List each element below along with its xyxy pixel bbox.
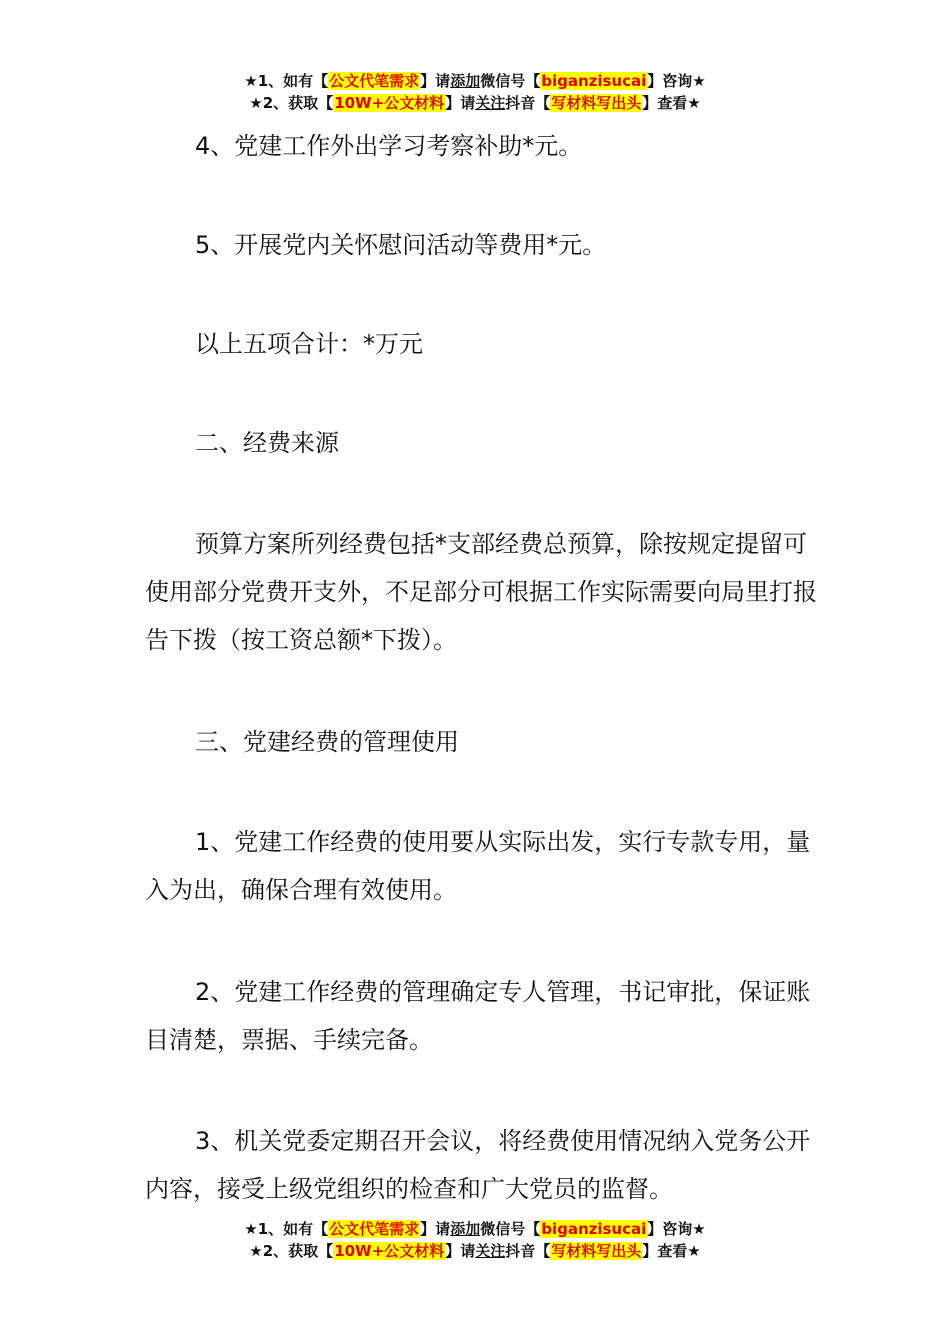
banner-underlined: 添加	[450, 72, 481, 90]
banner-text: 微信号【	[480, 72, 541, 90]
banner-line-2	[0, 92, 950, 114]
paragraph-text: 1、党建工作经费的使用要从实际出发，实行专款专用，量入为出，确保合理有效使用。	[145, 828, 811, 904]
banner-highlight-douyin: 写材料写出头	[551, 1242, 642, 1260]
header-banner	[0, 70, 950, 114]
banner-text: 抖音【	[505, 94, 551, 112]
banner-text: ★2、获取【	[249, 1242, 334, 1260]
paragraph-text: 3、机关党委定期召开会议，将经费使用情况纳入党务公开内容，接受上级党组织的检查和广大党员的监督。	[145, 1127, 811, 1203]
banner-underlined: 添加	[450, 1220, 481, 1238]
section-heading-3	[145, 718, 825, 766]
banner-highlight: 10W+公文材料	[334, 1242, 445, 1260]
banner-text: 】请	[445, 94, 476, 112]
banner-line-2	[0, 1240, 950, 1262]
banner-underlined: 关注	[475, 1242, 506, 1260]
paragraph-item-5	[145, 221, 825, 269]
heading-text: 二、经费来源	[195, 429, 339, 457]
paragraph-total	[145, 320, 825, 368]
paragraph-text: 2、党建工作经费的管理确定专人管理，书记审批，保证账目清楚，票据、手续完备。	[145, 978, 811, 1054]
banner-highlight-douyin: 写材料写出头	[551, 94, 642, 112]
banner-text: ★2、获取【	[249, 94, 334, 112]
banner-text: 】咨询★	[647, 72, 706, 90]
banner-line-1	[0, 70, 950, 92]
banner-highlight: 10W+公文材料	[334, 94, 445, 112]
paragraph-item-4	[145, 122, 825, 170]
banner-highlight-wechat: biganzisucai	[541, 1220, 647, 1238]
banner-text: 】查看★	[642, 1242, 701, 1260]
banner-text: 抖音【	[505, 1242, 551, 1260]
paragraph-text: 预算方案所列经费包括*支部经费总预算，除按规定提留可使用部分党费开支外，不足部分可根据工作实际需要向局里打报告下拨（按工资总额*下拨）。	[145, 530, 817, 654]
banner-text: 微信号【	[480, 1220, 541, 1238]
banner-text: 】咨询★	[647, 1220, 706, 1238]
banner-text: 】请	[420, 72, 451, 90]
footer-banner	[0, 1218, 950, 1262]
banner-text: 】查看★	[642, 94, 701, 112]
paragraph-text: 4、党建工作外出学习考察补助*元。	[195, 132, 583, 160]
banner-highlight-wechat: biganzisucai	[541, 72, 647, 90]
banner-text: 】请	[420, 1220, 451, 1238]
section-heading-2	[145, 419, 825, 467]
banner-text: ★1、如有【	[244, 1220, 329, 1238]
paragraph-rule-3	[145, 1117, 825, 1213]
paragraph-text: 5、开展党内关怀慰问活动等费用*元。	[195, 231, 607, 259]
banner-text: ★1、如有【	[244, 72, 329, 90]
banner-underlined: 关注	[475, 94, 506, 112]
banner-highlight: 公文代笔需求	[329, 1220, 420, 1238]
paragraph-text: 以上五项合计：*万元	[195, 330, 423, 358]
paragraph-rule-2	[145, 968, 825, 1064]
banner-text: 】请	[445, 1242, 476, 1260]
banner-line-1	[0, 1218, 950, 1240]
paragraph-funding-source	[145, 520, 825, 664]
banner-highlight: 公文代笔需求	[329, 72, 420, 90]
heading-text: 三、党建经费的管理使用	[195, 728, 459, 756]
paragraph-rule-1	[145, 818, 825, 914]
